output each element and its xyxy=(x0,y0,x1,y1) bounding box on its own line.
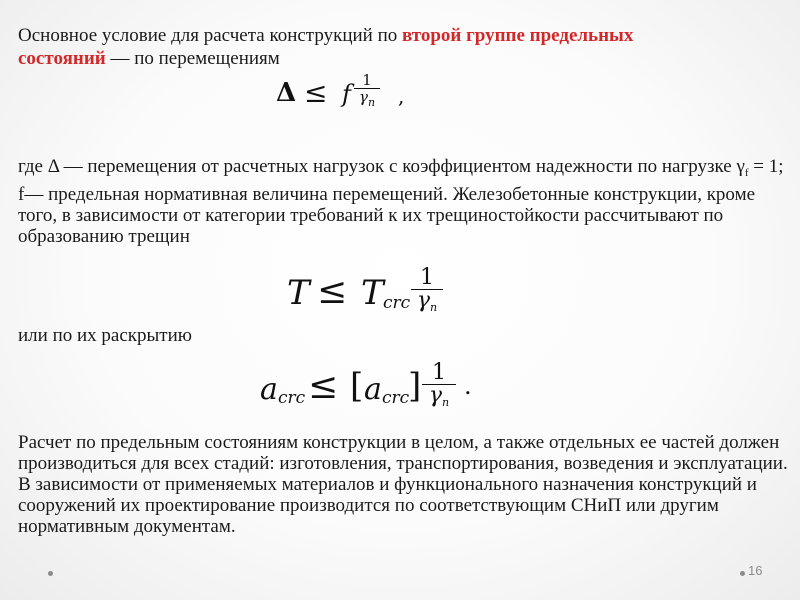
formula-crack-opening xyxy=(258,360,488,420)
formula3-rhs-a: a xyxy=(364,372,382,407)
formula3-fraction xyxy=(422,362,456,414)
formula2-Tcrc: T xyxy=(361,273,384,313)
formula1-leq: ≤ xyxy=(304,76,328,109)
formula1-numerator: 1 xyxy=(362,71,372,89)
formula1-gamma-sub: n xyxy=(367,96,376,109)
formula2-fraction xyxy=(411,267,443,319)
heading-prefix: Основное условие для расчета конструкций по xyxy=(18,25,402,46)
formula3-leq: ≤ xyxy=(308,366,339,407)
formula3-right-bracket: ] xyxy=(408,366,422,406)
formula3-period: . xyxy=(464,372,472,400)
heading-suffix: — по перемещениям xyxy=(105,48,280,69)
heading-highlight-2: состояний xyxy=(18,48,106,69)
paragraph1-part1: где Δ — перемещения от расчетных нагрузок с коэффициентом надежности по нагрузке γ xyxy=(18,156,745,177)
formula2-leq: ≤ xyxy=(317,271,348,312)
formula2-numerator: 1 xyxy=(420,265,434,290)
paragraph1-sub-f: f xyxy=(744,167,749,179)
footer-dot-left xyxy=(48,571,53,576)
formula3-rhs-sub: crc xyxy=(382,388,410,408)
formula1-f: f xyxy=(342,80,351,108)
formula3-left-bracket: [ xyxy=(350,366,364,406)
paragraph-crack-opening: или по их раскрытию xyxy=(18,325,192,346)
paragraph-design-stages: Расчет по предельным состояниям конструкции в целом, а также отдельных ее частей должен производиться для всех стадий: изготовления, транспортирования, возведения и эксплуатации. В зависимости от применяемых материалов и функционального назначения конструкций и сооружений их проектирование производится по соответствующим СНиП или другим нормативным документам. xyxy=(18,432,788,537)
formula1-comma: , xyxy=(398,84,405,108)
formula1-gamma: γ xyxy=(358,88,368,106)
footer-dot-right xyxy=(740,571,745,576)
formula2-gamma: γ xyxy=(416,288,431,313)
paragraph1-part2: = 1; f— предельная нормативная величина перемещений. Железобетонные конструкции, кроме того, в зависимости от категории требований к их трещиностойкости рассчитывают по образованию трещин xyxy=(18,156,784,247)
formula3-a: a xyxy=(260,372,278,407)
formula-displacement xyxy=(270,72,420,122)
heading-highlight-1: второй группе предельных xyxy=(402,25,634,46)
formula3-numerator: 1 xyxy=(432,360,446,385)
formula3-gamma: γ xyxy=(428,383,443,408)
formula-crack-formation xyxy=(285,265,455,325)
formula2-crc-sub: crc xyxy=(383,293,411,313)
formula3-a-sub: crc xyxy=(278,388,306,408)
slide-heading xyxy=(18,24,788,70)
formula1-delta: Δ xyxy=(276,78,297,108)
formula2-T: T xyxy=(287,273,310,313)
paragraph-definitions xyxy=(18,156,788,247)
formula1-fraction xyxy=(354,72,380,111)
formula3-gamma-sub: n xyxy=(442,396,450,409)
formula2-gamma-sub: n xyxy=(430,301,438,314)
page-number: 16 xyxy=(748,563,763,578)
